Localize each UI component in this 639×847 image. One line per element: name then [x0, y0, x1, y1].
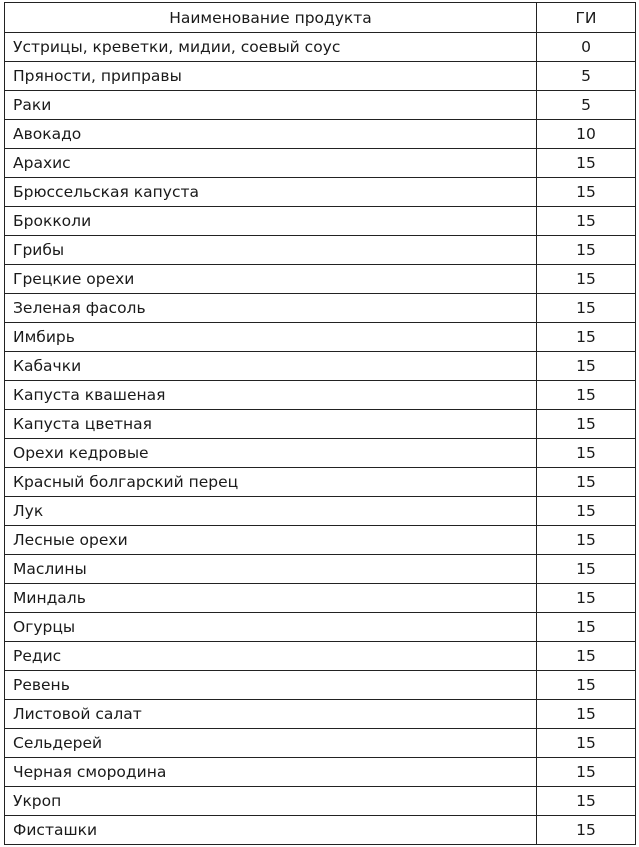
product-name-cell: Миндаль: [5, 584, 537, 613]
gi-value-cell: 15: [537, 497, 636, 526]
gi-value-cell: 15: [537, 671, 636, 700]
product-name-cell: Маслины: [5, 555, 537, 584]
column-header-gi: ГИ: [537, 3, 636, 33]
gi-value-cell: 15: [537, 178, 636, 207]
table-row: [5, 700, 636, 729]
table-body: [5, 33, 636, 845]
table-row: [5, 613, 636, 642]
glycemic-index-table: [4, 2, 636, 845]
gi-value-cell: 15: [537, 526, 636, 555]
product-name-cell: Листовой салат: [5, 700, 537, 729]
table-row: [5, 729, 636, 758]
table-row: [5, 787, 636, 816]
product-name-cell: Грецкие орехи: [5, 265, 537, 294]
table-row: [5, 642, 636, 671]
gi-value-cell: 15: [537, 236, 636, 265]
product-name-cell: Огурцы: [5, 613, 537, 642]
product-name-cell: Укроп: [5, 787, 537, 816]
gi-value-cell: 15: [537, 207, 636, 236]
gi-value-cell: 15: [537, 410, 636, 439]
gi-value-cell: 15: [537, 613, 636, 642]
table-row: [5, 207, 636, 236]
table-row: [5, 33, 636, 62]
table-row: [5, 526, 636, 555]
gi-value-cell: 5: [537, 62, 636, 91]
table-row: [5, 439, 636, 468]
table-row: [5, 178, 636, 207]
gi-value-cell: 15: [537, 787, 636, 816]
gi-value-cell: 15: [537, 729, 636, 758]
product-name-cell: Имбирь: [5, 323, 537, 352]
product-name-cell: Красный болгарский перец: [5, 468, 537, 497]
product-name-cell: Капуста квашеная: [5, 381, 537, 410]
gi-value-cell: 15: [537, 555, 636, 584]
product-name-cell: Арахис: [5, 149, 537, 178]
product-name-cell: Ревень: [5, 671, 537, 700]
product-name-cell: Сельдерей: [5, 729, 537, 758]
gi-value-cell: 15: [537, 381, 636, 410]
table-row: [5, 149, 636, 178]
table-row: [5, 265, 636, 294]
product-name-cell: Кабачки: [5, 352, 537, 381]
table-row: [5, 671, 636, 700]
table-header-row: [5, 3, 636, 33]
gi-value-cell: 15: [537, 758, 636, 787]
product-name-cell: Брюссельская капуста: [5, 178, 537, 207]
gi-value-cell: 15: [537, 294, 636, 323]
table-row: [5, 62, 636, 91]
table-row: [5, 758, 636, 787]
gi-value-cell: 15: [537, 468, 636, 497]
table-row: [5, 323, 636, 352]
table-row: [5, 468, 636, 497]
column-header-product-name: Наименование продукта: [5, 3, 537, 33]
gi-value-cell: 15: [537, 816, 636, 845]
gi-value-cell: 5: [537, 91, 636, 120]
table-row: [5, 555, 636, 584]
table-row: [5, 294, 636, 323]
gi-value-cell: 15: [537, 642, 636, 671]
gi-value-cell: 10: [537, 120, 636, 149]
product-name-cell: Фисташки: [5, 816, 537, 845]
table-row: [5, 816, 636, 845]
table-row: [5, 584, 636, 613]
product-name-cell: Редис: [5, 642, 537, 671]
gi-value-cell: 15: [537, 265, 636, 294]
gi-value-cell: 15: [537, 352, 636, 381]
gi-value-cell: 15: [537, 584, 636, 613]
gi-value-cell: 15: [537, 149, 636, 178]
product-name-cell: Лук: [5, 497, 537, 526]
product-name-cell: Капуста цветная: [5, 410, 537, 439]
table-row: [5, 410, 636, 439]
gi-value-cell: 0: [537, 33, 636, 62]
product-name-cell: Авокадо: [5, 120, 537, 149]
product-name-cell: Лесные орехи: [5, 526, 537, 555]
table-row: [5, 497, 636, 526]
product-name-cell: Раки: [5, 91, 537, 120]
product-name-cell: Устрицы, креветки, мидии, соевый соус: [5, 33, 537, 62]
product-name-cell: Черная смородина: [5, 758, 537, 787]
gi-value-cell: 15: [537, 700, 636, 729]
table-row: [5, 352, 636, 381]
product-name-cell: Зеленая фасоль: [5, 294, 537, 323]
gi-value-cell: 15: [537, 323, 636, 352]
product-name-cell: Грибы: [5, 236, 537, 265]
product-name-cell: Брокколи: [5, 207, 537, 236]
table-row: [5, 91, 636, 120]
gi-value-cell: 15: [537, 439, 636, 468]
table-row: [5, 120, 636, 149]
product-name-cell: Орехи кедровые: [5, 439, 537, 468]
product-name-cell: Пряности, приправы: [5, 62, 537, 91]
table-row: [5, 236, 636, 265]
table-row: [5, 381, 636, 410]
